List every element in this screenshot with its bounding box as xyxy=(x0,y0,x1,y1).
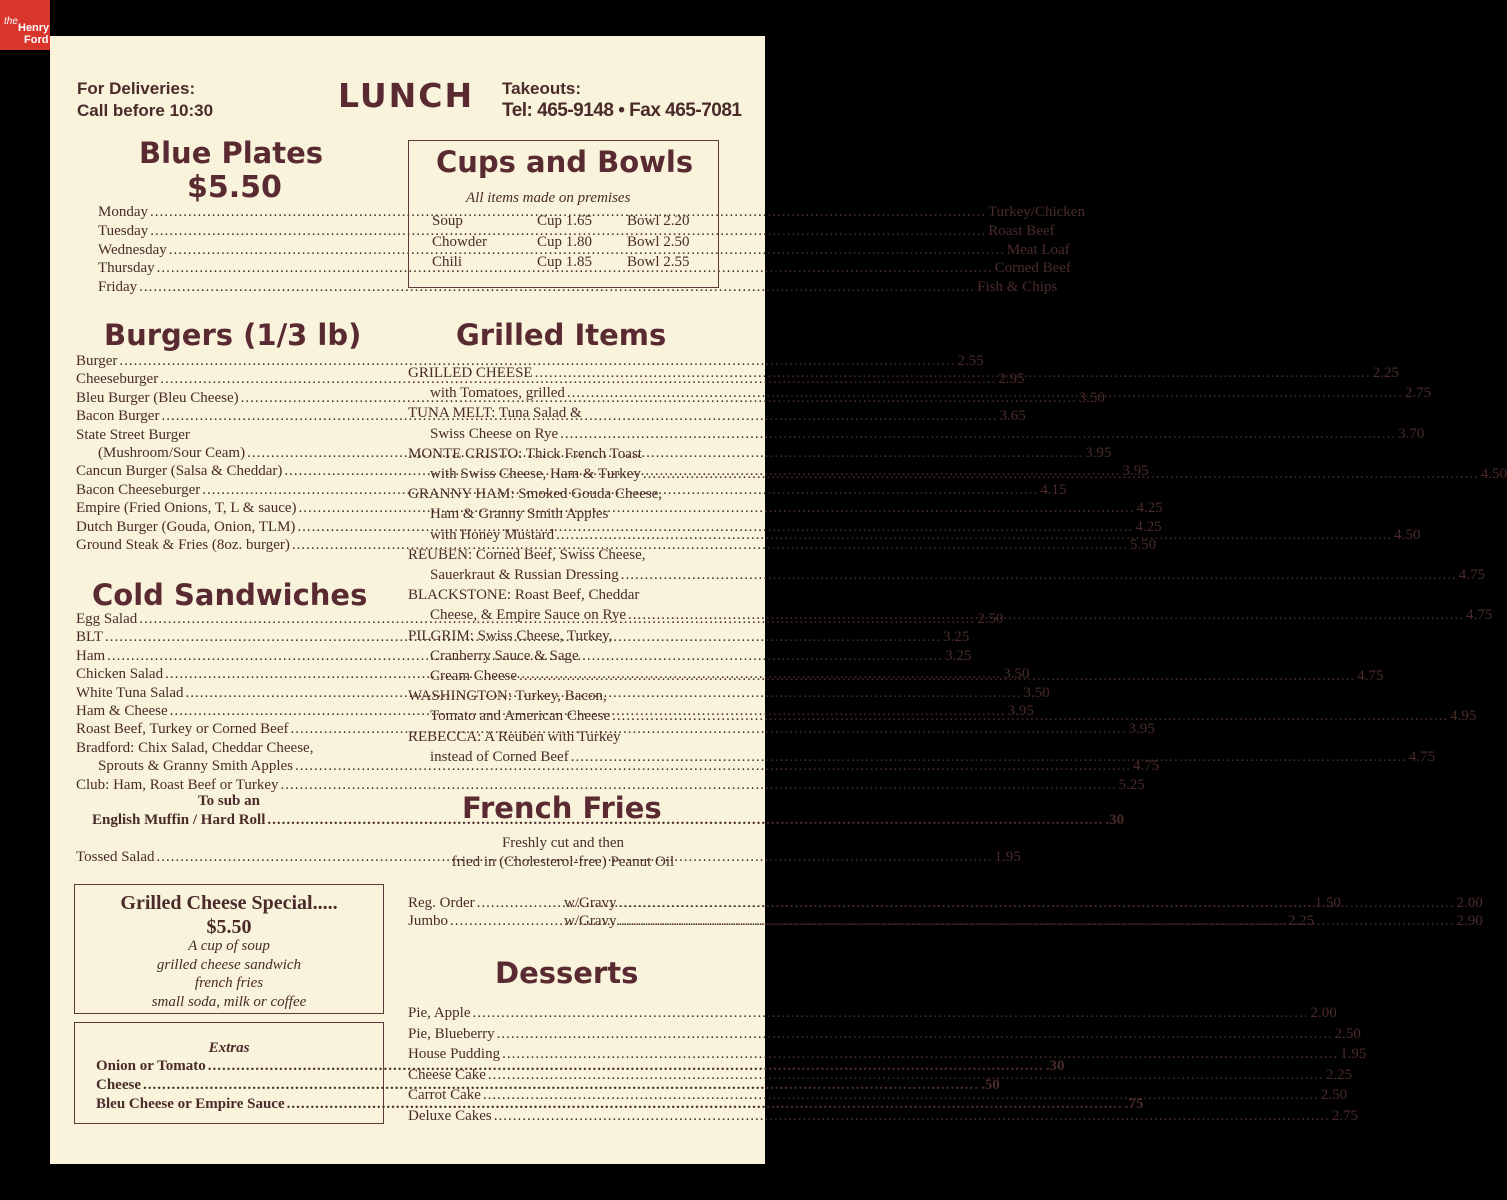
item-name: Cheese xyxy=(96,1077,141,1093)
logo-the: the xyxy=(4,16,18,27)
day-name: Monday xyxy=(98,204,148,220)
item-name: REBECCA: A Reuben with Turkey xyxy=(408,728,621,745)
cups-row xyxy=(432,232,690,253)
sub-name: English Muffin / Hard Roll xyxy=(92,812,266,828)
item-price: 2.50 xyxy=(1320,1087,1348,1103)
item-name: Deluxe Cakes xyxy=(408,1107,492,1124)
item-price: 2.95 xyxy=(998,371,1025,388)
item-name: Club: Ham, Roast Beef or Turkey xyxy=(76,776,279,793)
special-line: grilled cheese sandwich xyxy=(156,956,302,973)
fries-desc-line: fried in (Cholesterol-free) Peanut Oil xyxy=(451,854,675,870)
menu-item xyxy=(408,686,718,706)
fries-price: 2.25 xyxy=(1288,913,1315,930)
item-price: 2.75 xyxy=(1331,1107,1358,1124)
cups-row xyxy=(432,252,690,273)
day-dish: Corned Beef xyxy=(994,260,1071,277)
menu-item xyxy=(408,727,718,747)
item-name: Bleu Burger (Bleu Cheese) xyxy=(76,389,239,406)
item-name: Ham & Granny Smith Apples xyxy=(430,506,609,523)
menu-item xyxy=(408,504,718,524)
item-price: 3.25 xyxy=(945,647,972,664)
day-row xyxy=(98,222,1055,241)
french-fries-title: French Fries xyxy=(462,791,662,825)
item-name: Bacon Burger xyxy=(76,408,160,425)
item-price: 2.00 xyxy=(1310,1005,1337,1021)
menu-page xyxy=(50,36,1507,1164)
special-line: small soda, milk or coffee xyxy=(151,993,307,1010)
special-line: A cup of soup xyxy=(188,938,270,954)
item-price: .30 xyxy=(1045,1058,1065,1074)
cups-row xyxy=(432,211,690,232)
item-price: 5.50 xyxy=(1129,537,1157,554)
blue-plates-price: $5.50 xyxy=(187,170,282,205)
fries-row xyxy=(408,912,1483,930)
logo-ford: Ford xyxy=(24,34,49,46)
item-name: Cancun Burger (Salsa & Cheddar) xyxy=(76,463,283,480)
item-name: Bleu Cheese or Empire Sauce xyxy=(96,1096,285,1112)
menu-item xyxy=(408,585,718,605)
grilled-items-title: Grilled Items xyxy=(456,318,667,352)
item-price: 3.95 xyxy=(1122,463,1149,480)
menu-title: LUNCH xyxy=(338,76,475,115)
desserts-title: Desserts xyxy=(495,956,639,990)
cups-bowls-note: All items made on premises xyxy=(466,190,631,206)
cup-price: Cup 1.80 xyxy=(537,233,593,250)
item-name: Onion or Tomato xyxy=(96,1058,206,1074)
menu-item xyxy=(76,352,984,370)
menu-item xyxy=(408,444,718,464)
menu-item xyxy=(408,1106,1358,1127)
item-name: Cheese Cake xyxy=(408,1066,486,1083)
item-name: Ham xyxy=(76,647,106,664)
takeouts-info xyxy=(502,78,741,122)
item-name: Bacon Cheeseburger xyxy=(76,481,201,498)
item-price: 2.50 xyxy=(1334,1025,1361,1042)
menu-item xyxy=(408,646,718,666)
french-fries-prices xyxy=(408,894,1483,931)
item-price: 4.50 xyxy=(1394,526,1421,543)
item-price: 4.25 xyxy=(1136,500,1163,517)
takeouts-phone: Tel: 465-9148 • Fax 465-7081 xyxy=(502,100,742,121)
item-name: with Swiss Cheese, Ham & Turkey xyxy=(430,466,641,483)
item-name: Swiss Cheese on Rye xyxy=(430,425,559,442)
item-price: 4.75 xyxy=(1133,758,1160,775)
item-name: with Honey Mustard xyxy=(430,526,555,543)
item-name: Empire (Fried Onions, T, L & sauce) xyxy=(76,500,297,517)
item-name: Bradford: Chix Salad, Cheddar Cheese, xyxy=(76,739,314,756)
item-price: 4.15 xyxy=(1040,481,1067,498)
item-name: Chicken Salad xyxy=(76,666,164,683)
special-line: french fries xyxy=(194,975,264,991)
fries-gravy-price: 2.90 xyxy=(1456,913,1483,930)
bowl-price: Bowl 2.55 xyxy=(627,254,690,270)
item-name: GRANNY HAM: Smoked Gouda Cheese, xyxy=(408,486,663,503)
item-price: 4.25 xyxy=(1135,518,1162,535)
item-price: 2.55 xyxy=(957,353,984,369)
day-row xyxy=(98,278,1058,297)
fries-size: Reg. Order xyxy=(408,895,475,911)
menu-item xyxy=(76,536,1157,554)
item-price: 3.70 xyxy=(1398,425,1425,442)
french-fries-description xyxy=(408,834,718,872)
item-price: 5.25 xyxy=(1118,776,1145,793)
item-price: 2.25 xyxy=(1325,1066,1353,1083)
fries-gravy: w/Gravy xyxy=(564,895,617,911)
menu-item xyxy=(408,1024,1361,1045)
item-price: .75 xyxy=(1124,1096,1144,1112)
item-price: 4.95 xyxy=(1450,708,1477,725)
item-name: TUNA MELT: Tuna Salad & xyxy=(408,405,582,422)
fries-gravy: w/Gravy xyxy=(564,913,617,930)
fries-size: Jumbo xyxy=(408,913,449,930)
logo-henry: Henry xyxy=(18,22,50,34)
item-name: House Pudding xyxy=(408,1046,501,1062)
extras-title: Extras xyxy=(208,1040,250,1056)
item-name: REUBEN: Corned Beef, Swiss Cheese, xyxy=(408,546,646,563)
menu-item xyxy=(408,626,718,646)
menu-item xyxy=(408,747,1435,767)
cups-bowls-table xyxy=(432,211,690,273)
item-price: 3.95 xyxy=(1085,445,1112,462)
item-price: 2.75 xyxy=(1404,385,1432,402)
item-name: Cheeseburger xyxy=(76,371,159,388)
henry-ford-logo xyxy=(0,0,50,50)
soup-name: Soup xyxy=(432,213,463,229)
item-name: Ground Steak & Fries (8oz. burger) xyxy=(76,537,290,554)
item-name: (Mushroom/Sour Ceam) xyxy=(98,445,246,462)
item-price: 3.50 xyxy=(1003,666,1030,683)
item-price: 4.75 xyxy=(1458,567,1485,584)
grilled-special-lines xyxy=(74,937,384,1011)
item-name: Ham & Cheese xyxy=(76,703,168,720)
item-price: 3.50 xyxy=(1023,684,1050,701)
day-name: Friday xyxy=(98,279,138,296)
sub-label: To sub an xyxy=(198,793,260,809)
item-name: with Tomatoes, grilled xyxy=(430,385,565,402)
item-name: Egg Salad xyxy=(76,611,138,627)
menu-item xyxy=(76,757,1160,775)
item-name: Cream Cheese xyxy=(430,668,518,685)
item-name: GRILLED CHEESE xyxy=(408,365,533,381)
day-name: Tuesday xyxy=(98,222,149,239)
menu-item xyxy=(408,424,1425,444)
soup-name: Chili xyxy=(432,254,463,270)
item-price: 2.50 xyxy=(977,611,1004,627)
soup-name: Chowder xyxy=(432,233,487,250)
item-name: PILGRIM: Swiss Cheese, Turkey, xyxy=(408,627,613,644)
deliveries-info xyxy=(77,78,213,122)
menu-item xyxy=(76,426,384,444)
deliveries-label: For Deliveries: xyxy=(77,79,196,98)
grilled-special-title: Grilled Cheese Special..... xyxy=(120,892,338,914)
item-price: 3.50 xyxy=(1078,389,1105,406)
fries-gravy-price: 2.00 xyxy=(1456,895,1483,911)
menu-item xyxy=(408,1003,1337,1024)
day-dish: Turkey/Chicken xyxy=(988,204,1085,220)
sub-price: .30 xyxy=(1105,812,1125,828)
item-name: Cheese, & Empire Sauce on Rye xyxy=(430,607,627,624)
day-dish: Fish & Chips xyxy=(977,279,1058,296)
item-name: instead of Corned Beef xyxy=(430,748,569,765)
fries-price: 1.50 xyxy=(1314,895,1341,911)
day-name: Wednesday xyxy=(98,241,167,258)
item-price: 4.75 xyxy=(1408,748,1435,765)
item-price: 2.25 xyxy=(1372,365,1399,381)
item-name: Sauerkraut & Russian Dressing xyxy=(430,567,619,584)
bowl-price: Bowl 2.50 xyxy=(627,233,690,250)
item-price: 4.50 xyxy=(1480,466,1507,483)
item-price: 3.95 xyxy=(1007,703,1034,720)
sub-option xyxy=(76,811,1125,829)
item-price: 4.75 xyxy=(1466,607,1493,624)
item-name: Tossed Salad xyxy=(76,849,155,865)
cold-sandwiches-title: Cold Sandwiches xyxy=(92,578,368,612)
item-name: Dutch Burger (Gouda, Onion, TLM) xyxy=(76,518,296,535)
item-name: Pie, Blueberry xyxy=(408,1025,495,1042)
burgers-title: Burgers (1/3 lb) xyxy=(104,318,362,352)
item-price: 1.95 xyxy=(1340,1046,1367,1062)
item-price: .50 xyxy=(981,1077,1000,1093)
blue-plates-title: Blue Plates xyxy=(139,136,324,170)
item-name: State Street Burger xyxy=(76,426,190,443)
menu-item xyxy=(408,545,718,565)
day-dish: Roast Beef xyxy=(988,222,1055,239)
menu-item xyxy=(408,565,1485,585)
item-price: 4.75 xyxy=(1357,668,1384,685)
item-name: BLACKSTONE: Roast Beef, Cheddar xyxy=(408,587,640,604)
takeouts-label: Takeouts: xyxy=(502,79,582,98)
item-price: 3.65 xyxy=(999,408,1026,425)
deliveries-time: Call before 10:30 xyxy=(77,101,214,120)
menu-item xyxy=(408,1044,1367,1065)
menu-item xyxy=(408,403,718,423)
item-price: 1.95 xyxy=(994,849,1021,865)
item-name: Pie, Apple xyxy=(408,1005,471,1021)
item-name: Burger xyxy=(76,353,118,369)
item-name: Cranberry Sauce & Sage xyxy=(430,647,579,664)
item-name: BLT xyxy=(76,629,103,646)
bowl-price: Bowl 2.20 xyxy=(627,213,690,229)
item-name: Roast Beef, Turkey or Corned Beef xyxy=(76,721,289,738)
item-name: WASHINGTON: Turkey, Bacon, xyxy=(408,688,607,705)
menu-item xyxy=(408,484,718,504)
fries-row xyxy=(408,894,1483,912)
cups-bowls-title: Cups and Bowls xyxy=(436,145,694,179)
cup-price: Cup 1.85 xyxy=(537,254,593,270)
item-price: 3.95 xyxy=(1128,721,1155,738)
grilled-special-price: $5.50 xyxy=(206,916,252,938)
item-name: Sprouts & Granny Smith Apples xyxy=(98,758,294,775)
day-dish: Meat Loaf xyxy=(1006,241,1070,258)
day-name: Thursday xyxy=(98,260,155,277)
item-name: Carrot Cake xyxy=(408,1087,481,1103)
item-price: 3.25 xyxy=(942,629,970,646)
item-name: Tomato and American Cheese xyxy=(430,708,611,725)
item-name: White Tuna Salad xyxy=(76,684,184,701)
item-name: MONTE CRISTO: Thick French Toast xyxy=(408,445,642,462)
menu-item xyxy=(76,739,384,757)
cup-price: Cup 1.65 xyxy=(537,213,593,229)
fries-desc-line: Freshly cut and then xyxy=(501,835,625,851)
